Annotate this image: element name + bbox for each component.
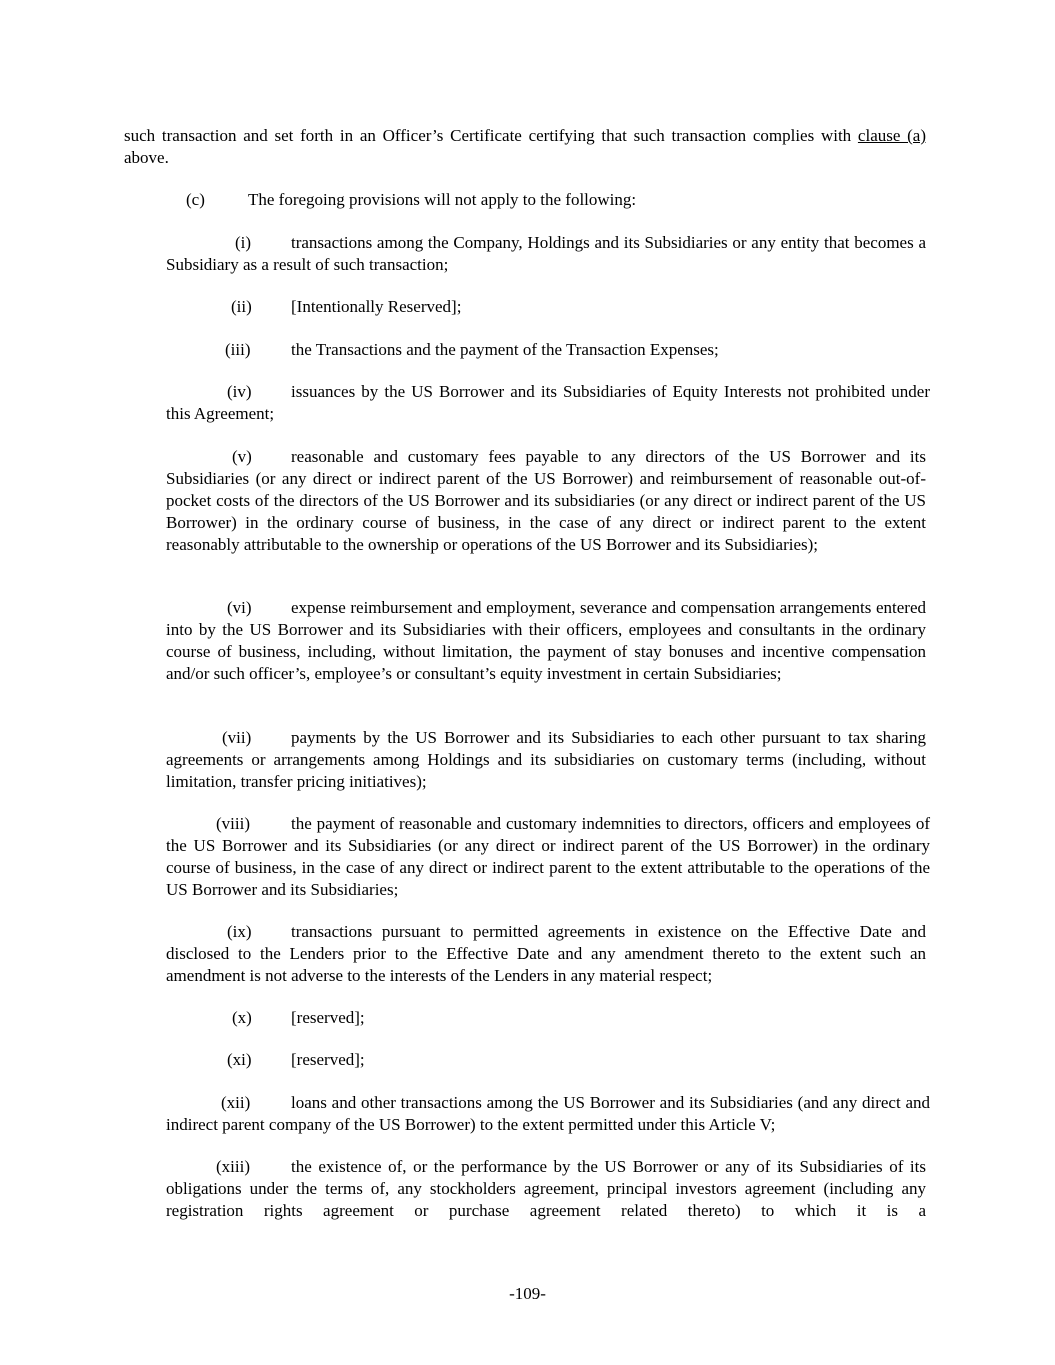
list-item-xi [166, 1049, 926, 1071]
list-item-vi [166, 597, 926, 685]
list-item-ix [166, 921, 926, 987]
list-item-v [166, 446, 926, 556]
item-text: the Transactions and the payment of the Transaction Expenses; [291, 340, 719, 359]
intro-text-after: above. [124, 148, 169, 167]
page-number: -109- [509, 1284, 546, 1303]
item-text: the existence of, or the performance by the US Borrower or any of its Subsidiaries of its obligations under the terms of, any stockholders agreement, principal investors agreement (including any registration rights agreement or purchase agreement related thereto) to which it is a [166, 1157, 926, 1220]
list-item-xiii [166, 1156, 926, 1222]
item-number: (viii) [216, 814, 250, 833]
subsection-c-heading [186, 189, 636, 211]
item-number: (v) [232, 447, 252, 466]
item-number: (vii) [222, 728, 252, 747]
item-text: [reserved]; [291, 1008, 365, 1027]
list-item-vii [166, 727, 926, 793]
intro-paragraph [124, 125, 926, 169]
list-item-iii [166, 339, 926, 361]
item-text: [Intentionally Reserved]; [291, 297, 462, 316]
intro-text-before: such transaction and set forth in an Officer’s Certificate certifying that such transaction complies with [124, 126, 858, 145]
item-text: reasonable and customary fees payable to any directors of the US Borrower and its Subsidiaries (or any direct or indirect parent of the US Borrower) and reimbursement of reasonable out-of-pocket costs of the directors of the US Borrower and its subsidiaries (or any direct or indirect parent of the US Borrower) in the ordinary course of business, in the case of any direct or indirect parent to the extent reasonably attributable to the ownership or operations of the US Borrower and its Subsidiaries); [166, 447, 926, 554]
item-text: loans and other transactions among the US Borrower and its Subsidiaries (and any direct and indirect parent company of the US Borrower) to the extent permitted under this Article V; [166, 1093, 930, 1134]
list-item-ii [166, 296, 926, 318]
list-item-iv [166, 381, 930, 425]
item-number: (x) [232, 1008, 252, 1027]
item-text: payments by the US Borrower and its Subsidiaries to each other pursuant to tax sharing agreements or arrangements among Holdings and its subsidiaries on customary terms (including, without limitation, transfer pricing initiatives); [166, 728, 926, 791]
subsection-c-label: (c) [186, 190, 205, 209]
item-text: transactions among the Company, Holdings and its Subsidiaries or any entity that becomes a Subsidiary as a result of such transaction; [166, 233, 926, 274]
item-number: (i) [235, 233, 252, 252]
item-number: (ix) [227, 922, 252, 941]
list-item-i [166, 232, 926, 276]
subsection-c-text: The foregoing provisions will not apply to the following: [248, 190, 637, 209]
item-number: (ii) [231, 297, 252, 316]
list-item-xii [166, 1092, 930, 1136]
item-number: (xii) [221, 1093, 251, 1112]
item-number: (vi) [227, 598, 252, 617]
item-text: transactions pursuant to permitted agreements in existence on the Effective Date and disclosed to the Lenders prior to the Effective Date and any amendment thereto to the extent such an amendment is not adverse to the interests of the Lenders in any material respect; [166, 922, 926, 985]
clause-a-reference: clause (a) [857, 126, 926, 145]
item-number: (iii) [225, 340, 251, 359]
list-item-x [166, 1007, 926, 1029]
item-text: the payment of reasonable and customary indemnities to directors, officers and employees of the US Borrower and its Subsidiaries (or any direct or indirect parent of the US Borrower) in the ordinary course of business, in the case of any direct or indirect parent to the extent attributable to the operations of the US Borrower and its Subsidiaries; [166, 814, 930, 899]
item-number: (iv) [227, 382, 252, 401]
item-text: issuances by the US Borrower and its Subsidiaries of Equity Interests not prohibited under this Agreement; [166, 382, 930, 423]
list-item-viii [166, 813, 930, 901]
item-text: [reserved]; [291, 1050, 365, 1069]
item-number: (xi) [227, 1050, 252, 1069]
item-text: expense reimbursement and employment, severance and compensation arrangements entered into by the US Borrower and its Subsidiaries with their officers, employees and consultants in the ordinary course of business, including, without limitation, the payment of stay bonuses and incentive compensation and/or such officer’s, employee’s or consultant’s equity investment in certain Subsidiaries; [166, 598, 926, 683]
item-number: (xiii) [216, 1157, 250, 1176]
